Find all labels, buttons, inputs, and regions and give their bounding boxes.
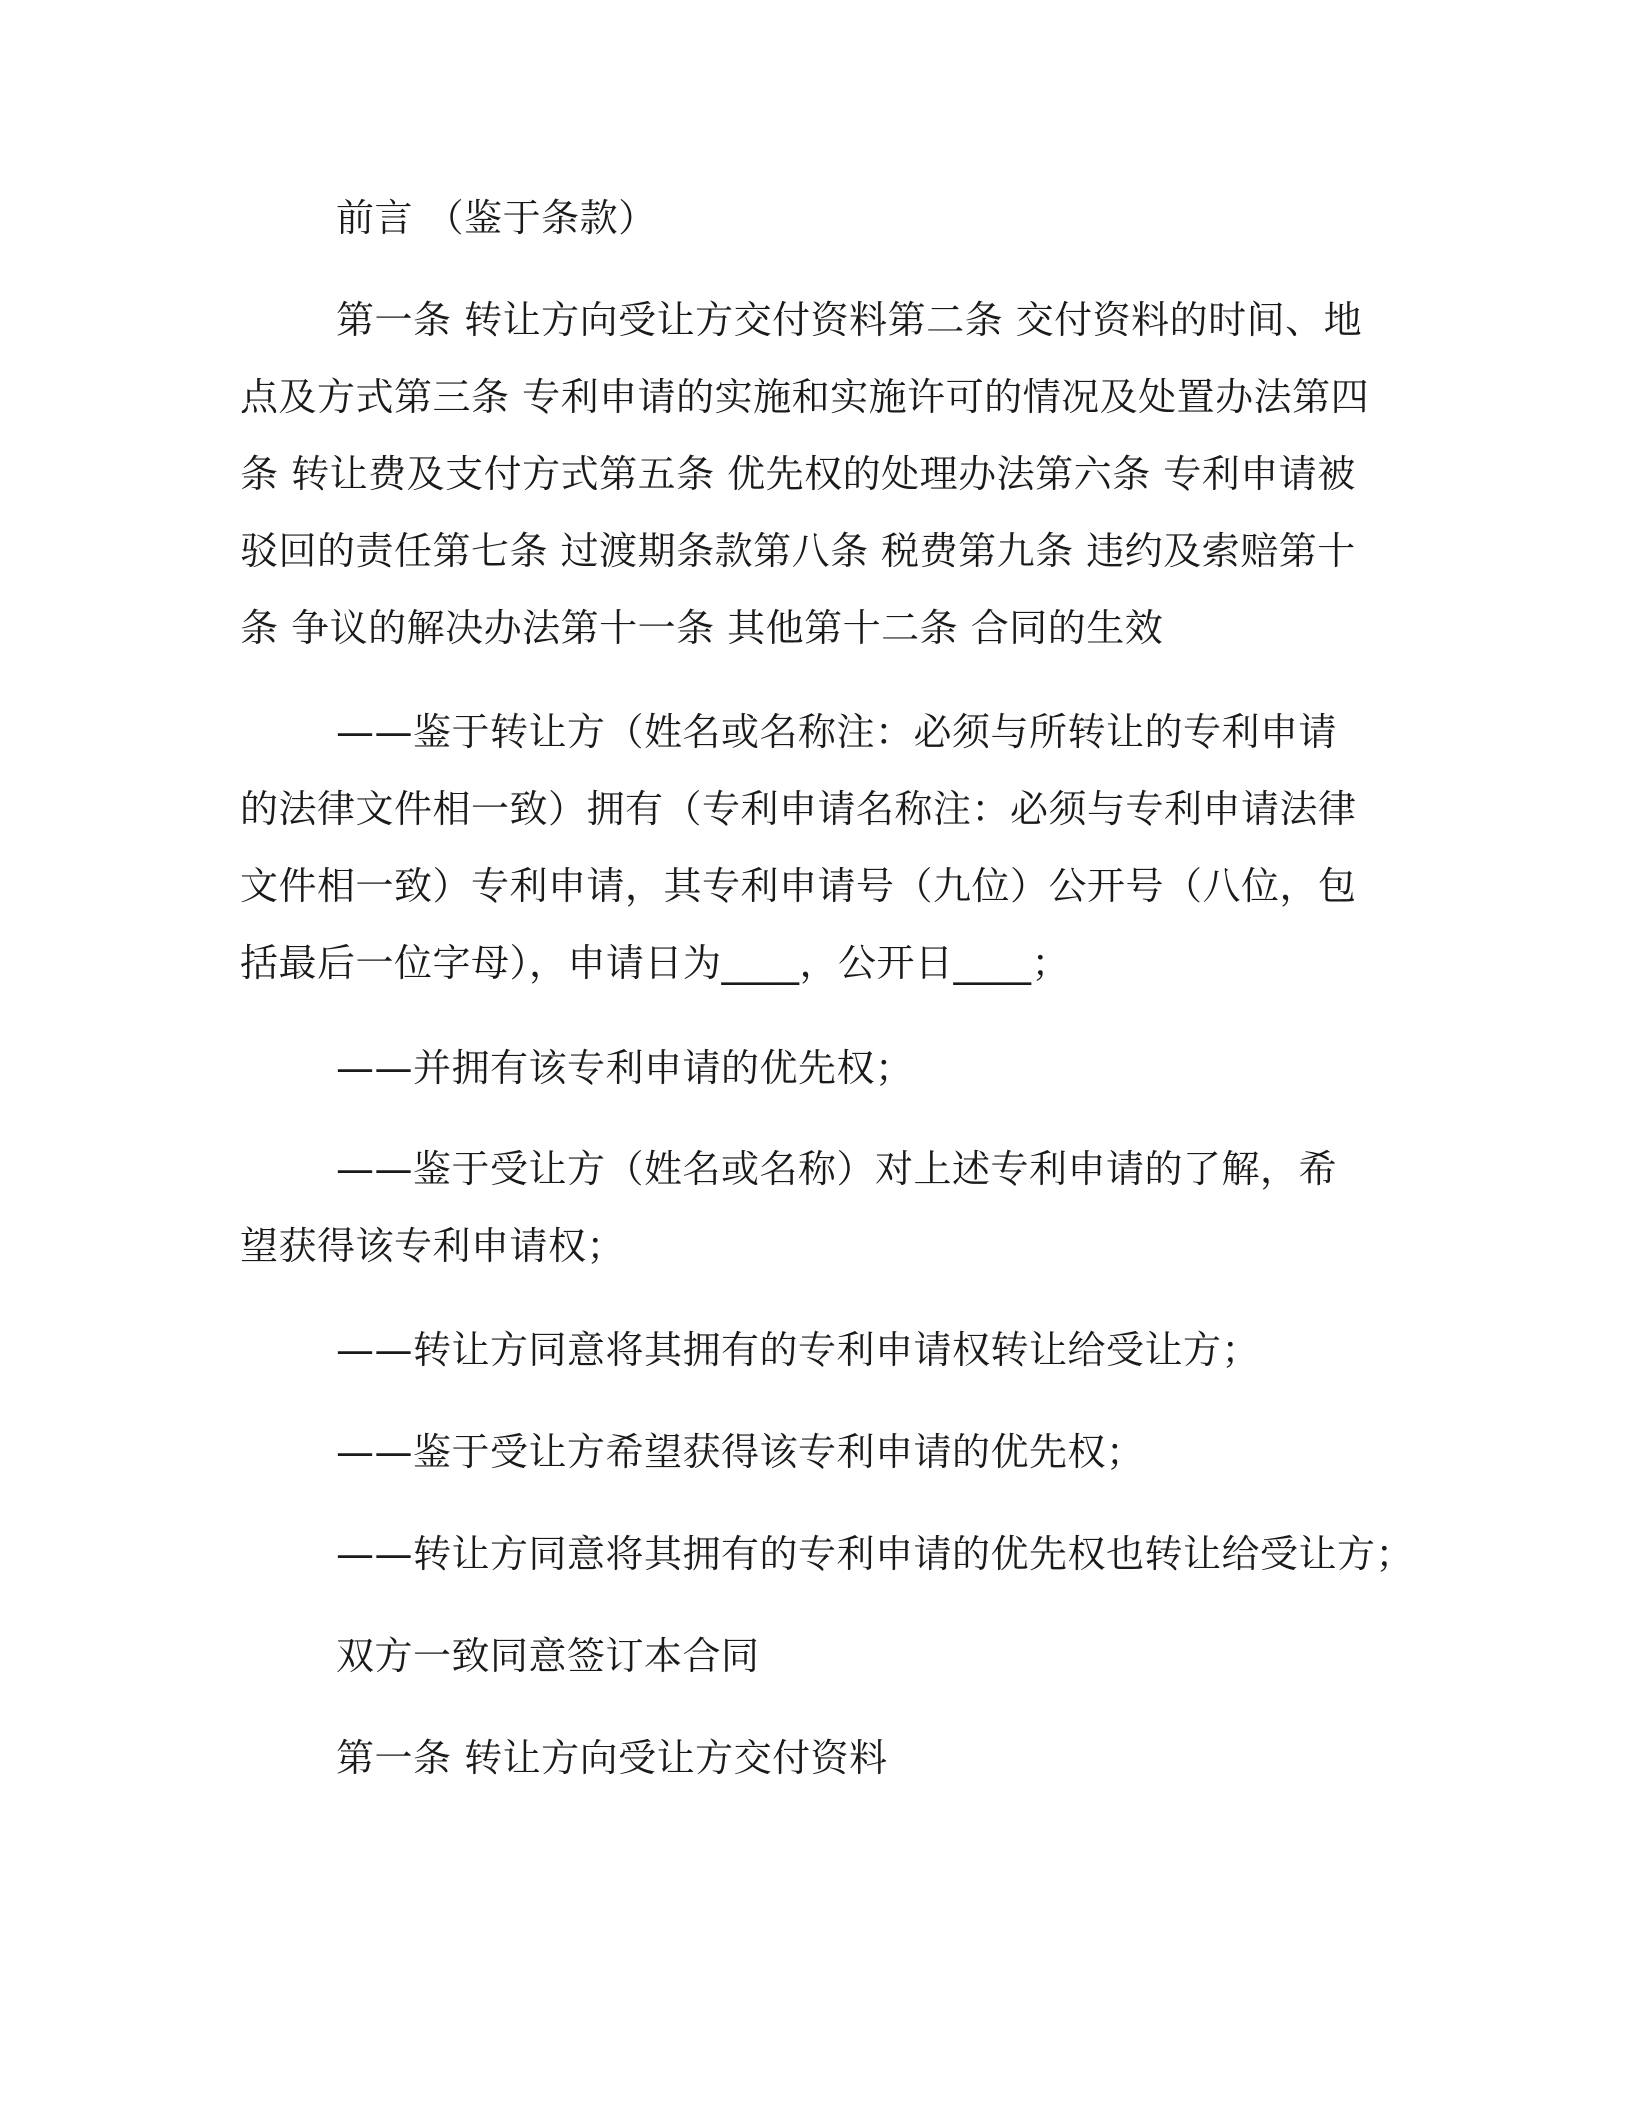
preface-heading: 前言 （鉴于条款） <box>336 196 657 240</box>
recital-assignee-paragraph: ——鉴于受让方（姓名或名称）对上述专利申请的了解，希望获得该专利申请权； <box>240 1147 1338 1268</box>
recital-transfer-consent-paragraph: ——转让方同意将其拥有的专利申请权转让给受让方； <box>336 1328 1261 1372</box>
recital-assignor-paragraph: ——鉴于转让方（姓名或名称注：必须与所转让的专利申请的法律文件相一致）拥有（专利申请名称注：必须与专利申请法律文件相一致）专利申请，其专利申请号（九位）公开号（八位，包括最后一位字母），申请日为____，公开日____； <box>240 710 1357 985</box>
agreement-statement: 双方一致同意签订本合同 <box>336 1634 760 1678</box>
table-of-contents-paragraph: 第一条 转让方向受让方交付资料第二条 交付资料的时间、地点及方式第三条 专利申请的实施和实施许可的情况及处置办法第四条 转让费及支付方式第五条 优先权的处理办法第六条 专利申请被驳回的责任第七条 过渡期条款第八条 税费第九条 违约及索赔第十条 争议的解决办法第十一条 其他第十二条 合同的生效 <box>240 298 1370 650</box>
recital-priority-paragraph: ——并拥有该专利申请的优先权； <box>336 1046 914 1090</box>
recital-priority-wish-paragraph: ——鉴于受让方希望获得该专利申请的优先权； <box>336 1430 1145 1474</box>
recital-priority-transfer-paragraph: ——转让方同意将其拥有的专利申请的优先权也转让给受让方； <box>336 1532 1415 1576</box>
article-one-heading: 第一条 转让方向受让方交付资料 <box>336 1736 888 1780</box>
